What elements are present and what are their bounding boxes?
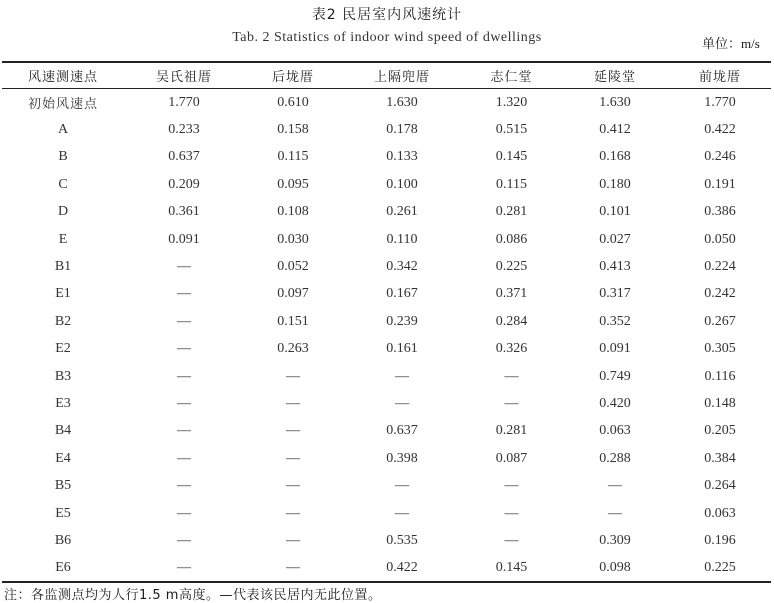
- wind-speed-cell: 0.326: [495, 341, 528, 357]
- wind-speed-cell: —: [177, 313, 191, 329]
- wind-speed-cell: 0.515: [495, 122, 528, 138]
- wind-speed-cell: 0.180: [599, 176, 631, 192]
- wind-speed-cell: —: [177, 505, 191, 521]
- wind-speed-cell: —: [286, 478, 300, 494]
- wind-speed-cell: —: [504, 395, 519, 411]
- wind-speed-cell: 0.196: [704, 532, 736, 548]
- measure-point-cell: B1: [54, 259, 72, 275]
- wind-speed-cell: 0.263: [277, 341, 309, 357]
- wind-speed-cell: 0.098: [599, 560, 631, 576]
- wind-speed-cell: 0.178: [386, 122, 418, 138]
- unit-label-text: 单位：: [702, 37, 742, 52]
- measure-point-cell: A: [57, 122, 69, 138]
- wind-speed-cell: —: [286, 395, 300, 411]
- wind-speed-cell: —: [177, 560, 191, 576]
- wind-speed-cell: 0.101: [599, 204, 631, 220]
- wind-speed-cell: —: [286, 450, 300, 466]
- wind-speed-cell: —: [177, 368, 191, 384]
- wind-speed-cell: 0.361: [168, 204, 200, 220]
- wind-speed-cell: —: [395, 478, 409, 494]
- table-row: [2, 390, 771, 417]
- wind-speed-cell: —: [395, 395, 409, 411]
- wind-speed-cell: 0.158: [277, 122, 309, 138]
- wind-speed-cell: 0.225: [704, 560, 736, 576]
- wind-speed-cell: 0.398: [386, 450, 418, 466]
- wind-speed-cell: 0.422: [386, 560, 418, 576]
- wind-speed-cell: 0.097: [277, 286, 309, 302]
- wind-speed-cell: 0.224: [704, 259, 736, 275]
- wind-speed-cell: 1.630: [386, 94, 418, 110]
- measure-point-cell: B2: [54, 313, 72, 329]
- table-row: [2, 226, 771, 253]
- measure-point-cell: B5: [54, 478, 72, 494]
- wind-speed-cell: 0.030: [277, 231, 309, 247]
- table-row: [2, 308, 771, 335]
- measure-point-cell: B3: [54, 368, 72, 384]
- wind-speed-cell: 0.052: [277, 259, 309, 275]
- wind-speed-cell: 0.317: [599, 286, 631, 302]
- wind-speed-cell: 0.233: [168, 122, 200, 138]
- wind-speed-cell: 0.191: [704, 176, 736, 192]
- wind-speed-cell: 0.115: [277, 149, 309, 165]
- table-row: [2, 281, 771, 308]
- wind-speed-cell: 0.091: [599, 341, 631, 357]
- wind-speed-cell: —: [177, 450, 191, 466]
- wind-speed-cell: 0.637: [386, 423, 418, 439]
- wind-speed-cell: 0.413: [599, 259, 631, 275]
- wind-speed-cell: —: [177, 341, 191, 357]
- wind-speed-cell: 0.261: [386, 204, 418, 220]
- column-header: 前垅厝: [698, 69, 741, 85]
- measure-point-cell: E1: [55, 286, 71, 302]
- wind-speed-cell: 0.145: [495, 560, 528, 576]
- wind-speed-cell: —: [395, 368, 409, 384]
- wind-speed-cell: 0.148: [704, 395, 736, 411]
- wind-speed-cell: 0.305: [704, 341, 736, 357]
- table-row: [2, 144, 771, 171]
- wind-speed-cell: 0.063: [599, 423, 631, 439]
- measure-point-cell: E3: [55, 395, 71, 411]
- wind-speed-cell: 0.110: [386, 231, 418, 247]
- unit-value: m/s: [741, 36, 760, 51]
- measure-point-cell: B: [58, 149, 68, 165]
- table-body: [2, 88, 771, 582]
- wind-speed-cell: 0.309: [599, 532, 631, 548]
- wind-speed-cell: 1.770: [168, 94, 200, 110]
- wind-speed-cell: —: [504, 532, 519, 548]
- table-row: [2, 527, 771, 554]
- header-row: [2, 62, 771, 88]
- measure-point-cell: B4: [54, 423, 72, 439]
- wind-speed-cell: 0.610: [277, 94, 309, 110]
- measure-point-cell: D: [57, 204, 69, 220]
- wind-speed-cell: —: [177, 259, 191, 275]
- wind-speed-cell: —: [504, 368, 519, 384]
- table-row: [2, 363, 771, 390]
- column-header: 志仁堂: [490, 69, 533, 85]
- wind-speed-cell: 1.770: [704, 94, 736, 110]
- wind-speed-cell: 0.422: [704, 122, 736, 138]
- wind-speed-cell: —: [608, 505, 622, 521]
- wind-speed-cell: 0.050: [704, 231, 736, 247]
- unit-label: [702, 33, 760, 52]
- wind-speed-cell: 0.281: [495, 204, 528, 220]
- wind-speed-cell: 0.168: [599, 149, 631, 165]
- wind-speed-cell: —: [177, 532, 191, 548]
- measure-point-cell: E: [58, 231, 68, 247]
- table-row: [2, 253, 771, 280]
- wind-speed-cell: 0.342: [386, 259, 418, 275]
- wind-speed-cell: 0.095: [277, 176, 309, 192]
- table-row: [2, 336, 771, 363]
- wind-speed-cell: 0.264: [704, 478, 736, 494]
- wind-speed-cell: 0.108: [277, 204, 309, 220]
- measure-point-cell: E5: [55, 505, 71, 521]
- wind-speed-cell: 0.371: [495, 286, 528, 302]
- table-row: [2, 88, 771, 116]
- wind-speed-cell: —: [286, 532, 300, 548]
- wind-speed-cell: 0.239: [386, 313, 418, 329]
- wind-speed-cell: 0.288: [599, 450, 631, 466]
- wind-speed-cell: —: [504, 478, 519, 494]
- wind-speed-table: [2, 62, 771, 582]
- measure-point-cell: E6: [55, 560, 71, 576]
- wind-speed-cell: —: [177, 478, 191, 494]
- wind-speed-cell: 0.100: [386, 176, 418, 192]
- measure-point-cell: E2: [55, 341, 71, 357]
- table-title-cn: 表2 民居室内风速统计: [311, 7, 463, 23]
- wind-speed-cell: —: [395, 505, 409, 521]
- wind-speed-cell: 0.133: [386, 149, 418, 165]
- table-row: [2, 445, 771, 472]
- measure-point-cell: B6: [54, 532, 72, 548]
- wind-speed-cell: 0.225: [495, 259, 528, 275]
- wind-speed-cell: 1.320: [495, 94, 528, 110]
- wind-speed-cell: 0.161: [386, 341, 418, 357]
- wind-speed-cell: 0.535: [386, 532, 418, 548]
- column-header: 吴氏祖厝: [155, 69, 212, 85]
- wind-speed-cell: 0.027: [599, 231, 631, 247]
- wind-speed-cell: 0.167: [386, 286, 418, 302]
- wind-speed-cell: 0.749: [599, 368, 631, 384]
- wind-speed-cell: 0.091: [168, 231, 200, 247]
- wind-speed-cell: 0.412: [599, 122, 631, 138]
- column-header: 后垅厝: [271, 69, 314, 85]
- wind-speed-cell: —: [286, 505, 300, 521]
- table-row: [2, 555, 771, 582]
- wind-speed-cell: —: [286, 368, 300, 384]
- wind-speed-cell: 0.246: [704, 149, 736, 165]
- wind-speed-cell: —: [177, 395, 191, 411]
- wind-speed-cell: —: [286, 423, 300, 439]
- wind-speed-cell: 0.386: [704, 204, 736, 220]
- wind-speed-cell: 0.209: [168, 176, 200, 192]
- measure-point-cell: E4: [55, 450, 71, 466]
- wind-speed-cell: —: [286, 560, 300, 576]
- wind-speed-cell: 1.630: [599, 94, 631, 110]
- wind-speed-cell: 0.087: [495, 450, 528, 466]
- measure-point-cell: C: [58, 176, 68, 192]
- wind-speed-cell: —: [177, 423, 191, 439]
- wind-speed-cell: —: [608, 478, 622, 494]
- table-row: [2, 472, 771, 499]
- measure-point-cell: 初始风速点: [27, 97, 98, 113]
- wind-speed-cell: 0.637: [168, 149, 200, 165]
- table-row: [2, 171, 771, 198]
- wind-speed-cell: 0.420: [599, 395, 631, 411]
- wind-speed-cell: —: [177, 286, 191, 302]
- wind-speed-cell: 0.063: [704, 505, 736, 521]
- table-title-en: Tab. 2 Statistics of indoor wind speed of dwellings: [232, 30, 542, 45]
- table-row: [2, 500, 771, 527]
- wind-speed-cell: 0.086: [495, 231, 528, 247]
- wind-speed-cell: 0.116: [704, 368, 736, 384]
- wind-speed-cell: 0.384: [704, 450, 736, 466]
- wind-speed-cell: 0.115: [496, 176, 527, 192]
- table-row: [2, 116, 771, 143]
- table-row: [2, 418, 771, 445]
- table-row: [2, 199, 771, 226]
- column-header: 延陵堂: [593, 69, 636, 85]
- wind-speed-cell: —: [504, 505, 519, 521]
- column-header: 风速测速点: [27, 69, 98, 85]
- wind-speed-cell: 0.281: [495, 423, 528, 439]
- wind-speed-cell: 0.145: [495, 149, 528, 165]
- wind-speed-cell: 0.242: [704, 286, 736, 302]
- table-note: 注：各监测点均为人行1.5 m高度。—代表该民居内无此位置。: [4, 588, 382, 603]
- wind-speed-cell: 0.352: [599, 313, 631, 329]
- wind-speed-cell: 0.284: [495, 313, 528, 329]
- wind-speed-cell: 0.205: [704, 423, 736, 439]
- wind-speed-cell: 0.151: [277, 313, 309, 329]
- wind-speed-cell: 0.267: [704, 313, 736, 329]
- column-header: 上隔兜厝: [373, 69, 430, 85]
